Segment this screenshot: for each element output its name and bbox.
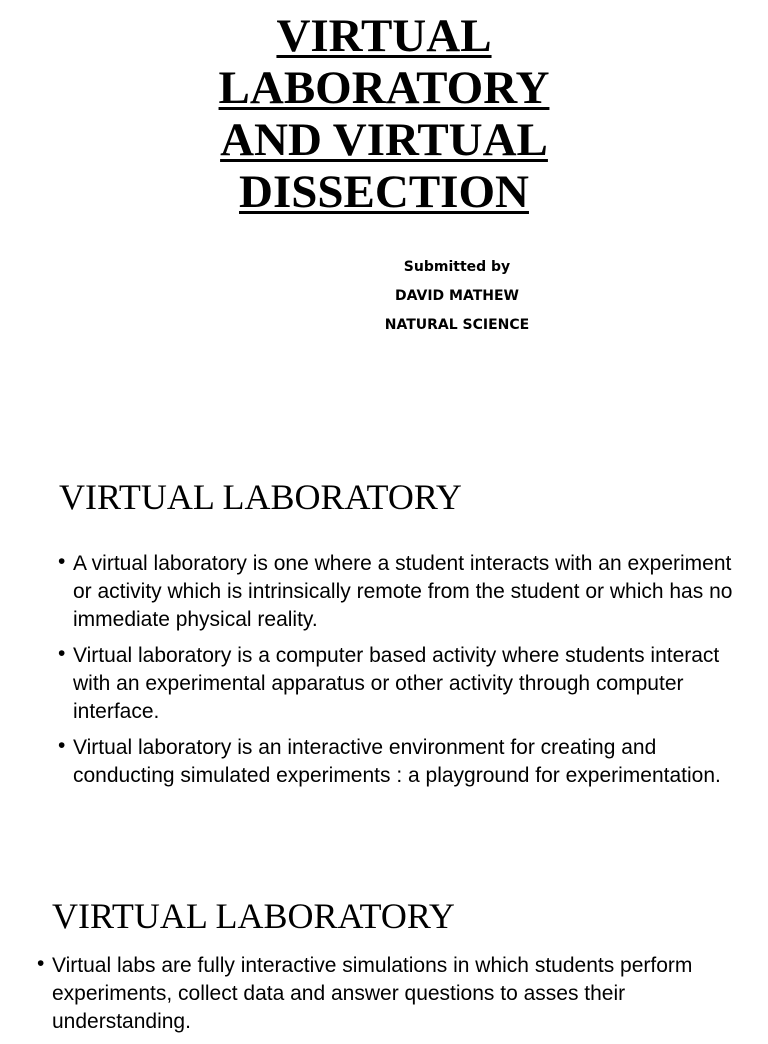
title-slide — [0, 0, 768, 440]
section-virtual-laboratory-1 — [0, 470, 768, 870]
bullet-icon: • — [58, 734, 66, 757]
bullet-list — [37, 952, 749, 1044]
bullet-list — [58, 550, 738, 798]
submission-info — [357, 253, 557, 340]
section-heading: VIRTUAL LABORATORY — [52, 896, 455, 936]
section-heading: VIRTUAL LABORATORY — [59, 477, 462, 517]
document-title — [150, 10, 618, 218]
bullet-text: A virtual laboratory is one where a student interacts with an experiment or activity which is intrinsically remote from the student or which has no immediate physical reality. — [73, 552, 733, 631]
bullet-text: Virtual labs are fully interactive simulations in which students perform experiments, collect data and answer questions to asses their understanding. — [52, 954, 693, 1033]
author-name: DAVID MATHEW — [395, 288, 519, 304]
bullet-item — [58, 550, 738, 634]
title-line: AND VIRTUAL — [220, 114, 548, 166]
department-name: NATURAL SCIENCE — [384, 317, 530, 333]
bullet-text: Virtual laboratory is an interactive environment for creating and conducting simulated experiments : a playground for experimentation. — [73, 736, 721, 787]
bullet-icon: • — [58, 642, 66, 665]
bullet-icon: • — [37, 952, 45, 975]
bullet-item — [37, 952, 749, 1036]
title-line: LABORATORY — [218, 62, 550, 114]
title-line: DISSECTION — [239, 166, 529, 218]
bullet-text: Virtual laboratory is a computer based activity where students interact with an experimental apparatus or other activity through computer interface. — [73, 644, 720, 723]
submitted-by-label: Submitted by — [403, 259, 511, 275]
section-virtual-laboratory-2 — [0, 892, 768, 1033]
bullet-icon: • — [58, 550, 66, 573]
bullet-item — [58, 642, 738, 726]
bullet-item — [58, 734, 738, 790]
title-line: VIRTUAL — [276, 10, 492, 62]
